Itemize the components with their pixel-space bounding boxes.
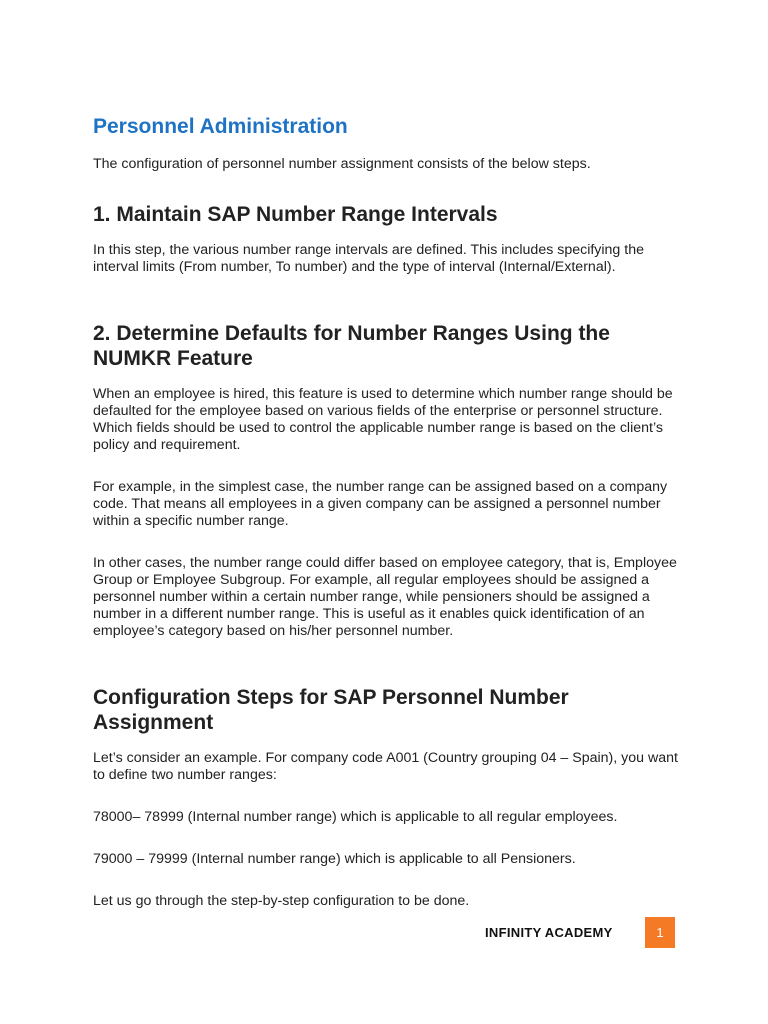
number-range-1: 78000– 78999 (Internal number range) which is applicable to all regular employees. — [93, 809, 618, 825]
footer-brand: INFINITY ACADEMY — [485, 925, 613, 940]
section-1-paragraph: In this step, the various number range intervals are defined. This includes specifying the interval limits (From number, To number) and the type of interval (Internal/External). — [93, 242, 644, 275]
section-2-heading: 2. Determine Defaults for Number Ranges Using the NUMKR Feature — [93, 322, 610, 370]
page-title: Personnel Administration — [93, 115, 348, 138]
section-2-paragraph-1: When an employee is hired, this feature is used to determine which number range should be defaulted for the employee based on various fields of the enterprise or personnel structure. Which fields should be used to control the applicable number range is based on the client’s policy and requirement. — [93, 386, 673, 453]
section-1-heading: 1. Maintain SAP Number Range Intervals — [93, 203, 498, 226]
section-2-paragraph-2: For example, in the simplest case, the number range can be assigned based on a company code. That means all employees in a given company can be assigned a personnel number within a specific number range. — [93, 479, 668, 529]
intro-paragraph: The configuration of personnel number assignment consists of the below steps. — [93, 156, 591, 172]
section-3-heading: Configuration Steps for SAP Personnel Number Assignment — [93, 686, 569, 734]
section-2-paragraph-3: In other cases, the number range could differ based on employee category, that is, Employee Group or Employee Subgroup. For example, all regular employees should be assigned a personnel number within a certain number range, while pensioners should be assigned a number in a different number range. This is useful as it enables quick identification of an employee’s category based on his/her personnel number. — [93, 555, 677, 639]
section-3-paragraph-2: Let us go through the step-by-step configuration to be done. — [93, 893, 470, 909]
page-number-badge: 1 — [645, 917, 675, 948]
section-3-paragraph-1: Let’s consider an example. For company code A001 (Country grouping 04 – Spain), you want to define two number ranges: — [93, 750, 678, 783]
number-range-2: 79000 – 79999 (Internal number range) which is applicable to all Pensioners. — [93, 851, 576, 867]
